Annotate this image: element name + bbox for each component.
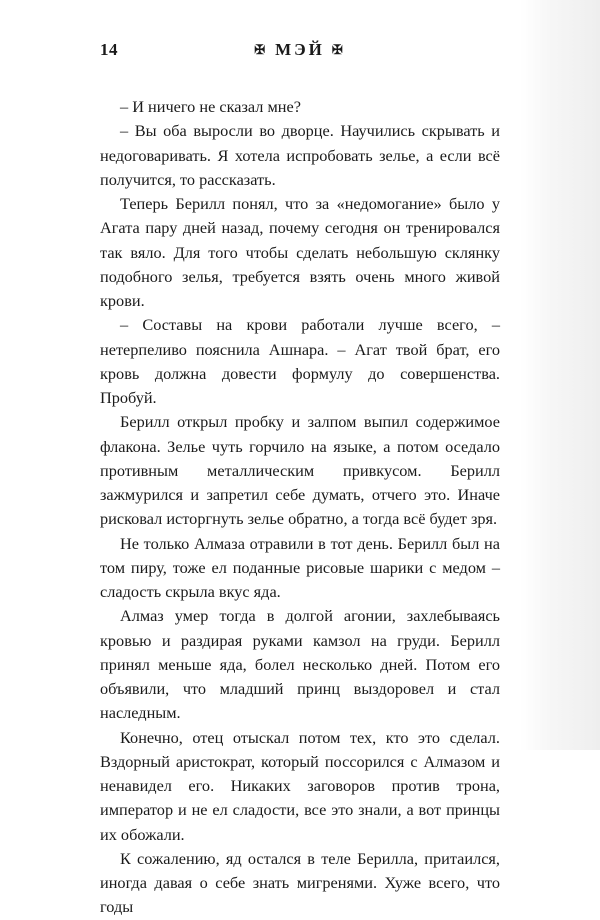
- paragraph: – Составы на крови работали лучше всего, – нетерпеливо пояснила Ашнара. – Агат твой брат, его кровь должна довести формулу до совершенства. Пробуй.: [100, 315, 500, 407]
- ornament-left-icon: ✠: [254, 42, 269, 57]
- paragraph: Алмаз умер тогда в долгой агонии, захлебываясь кровью и раздирая руками камзол на груди. Берилл принял меньше яда, болел несколько дней. Потом его объявили, что младший принц выздоровел и стал наследным.: [100, 606, 500, 723]
- ornament-right-icon: ✠: [331, 42, 346, 57]
- paragraph: Теперь Берилл понял, что за «недомогание» было у Агата пару дней назад, почему сегодня он тренировался так вяло. Для того чтобы сделать небольшую склянку подобного зелья, требуется взять очень много живой крови.: [100, 194, 500, 310]
- page-number: 14: [100, 40, 118, 59]
- paragraph: – Вы оба выросли во дворце. Научились скрывать и недоговаривать. Я хотела испробовать зелье, а если всё получится, то рассказать.: [100, 121, 500, 189]
- paragraph: К сожалению, яд остался в теле Берилла, притаился, иногда давая о себе знать мигренями. Хуже всего, что годы: [100, 848, 500, 917]
- page-edge-shadow: [520, 0, 600, 750]
- body-text: [100, 95, 500, 920]
- chapter-title: МЭЙ: [275, 40, 325, 59]
- paragraph: Конечно, отец отыскал потом тех, кто это сделал. Вздорный аристократ, который поссорился с Алмазом и ненавидел его. Никаких заговоров против трона, император и не ел сладости, все это знали, а вот принцы их обожали.: [100, 727, 500, 844]
- paragraph: – И ничего не сказал мне?: [120, 97, 301, 116]
- paragraph: Не только Алмаза отравили в тот день. Берилл был на том пиру, тоже ел поданные рисовые шарики с медом – сладость скрыла вкус яда.: [100, 533, 500, 601]
- running-header: [100, 40, 500, 64]
- paragraph: Берилл открыл пробку и залпом выпил содержимое флакона. Зелье чуть горчило на языке, а потом оседало противным металлическим привкусом. Берилл зажмурился и запретил себе думать, отчего это. Иначе рисковал исторгнуть зелье обратно, а тогда всё будет зря.: [100, 412, 500, 529]
- running-title: [100, 40, 500, 60]
